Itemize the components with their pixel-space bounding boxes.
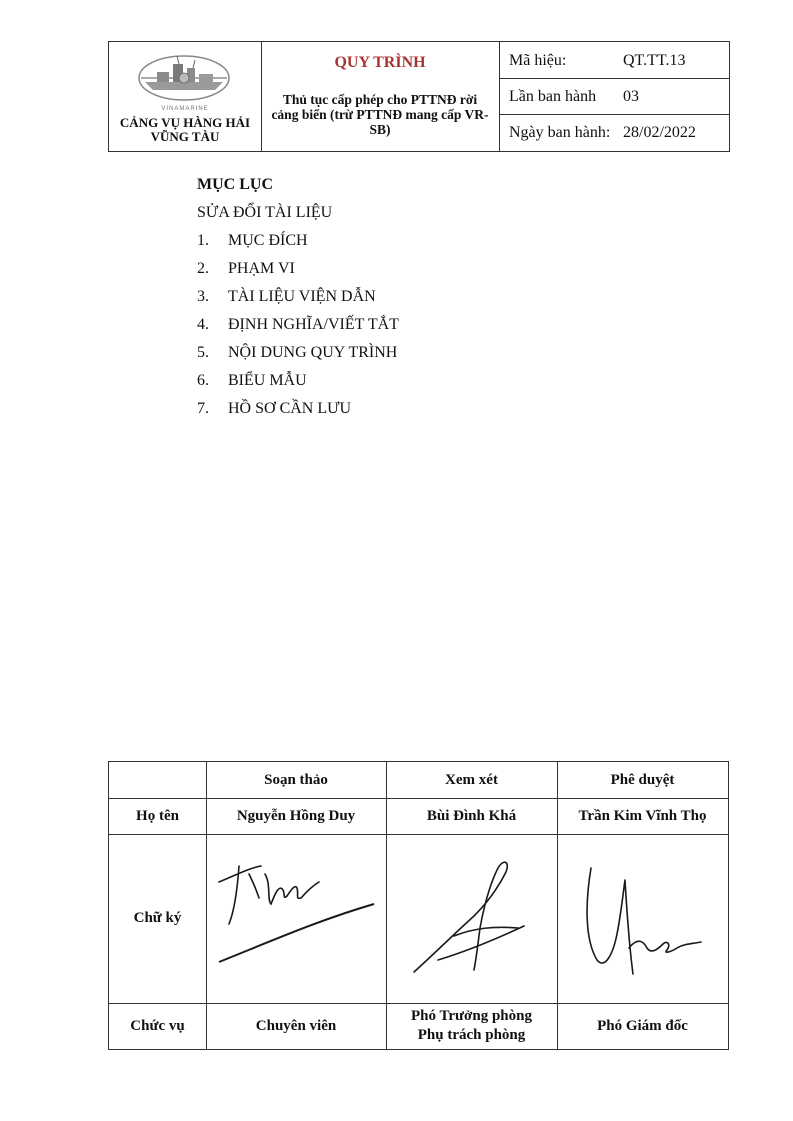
- toc-label: TÀI LIỆU VIỆN DẪN: [228, 288, 376, 305]
- meta-label: Lần ban hành: [509, 88, 597, 105]
- title-cell: [261, 42, 499, 151]
- toc-number: 1.: [197, 232, 209, 249]
- reviewer-signature: [394, 844, 554, 994]
- meta-row-code: [499, 42, 729, 78]
- document-type: QUY TRÌNH: [334, 54, 426, 71]
- drafter-name: Nguyễn Hồng Duy: [236, 807, 356, 824]
- toc-item[interactable]: [197, 344, 397, 362]
- meta-label: Mã hiệu:: [509, 52, 567, 69]
- toc-title: MỤC LỤC: [197, 176, 273, 193]
- approver-position: Phó Giám đốc: [597, 1017, 688, 1034]
- column-header-drafted: Soạn thảo: [264, 771, 328, 788]
- reviewer-position: Phó Trưởng phòng Phụ trách phòng: [411, 1008, 532, 1043]
- document-header: [108, 41, 730, 152]
- toc-number: 4.: [197, 316, 209, 333]
- meta-value: 03: [623, 88, 639, 105]
- logo-caption: VINAMARINE: [161, 106, 209, 112]
- row-label-position: Chức vụ: [130, 1017, 185, 1034]
- document-title: Thủ tục cấp phép cho PTTNĐ rời cảng biển (trừ PTTNĐ mang cấp VR-SB): [271, 92, 489, 137]
- meta-label: Ngày ban hành:: [509, 124, 611, 141]
- vinamarine-logo-icon: [135, 52, 233, 104]
- toc-item[interactable]: [197, 260, 295, 278]
- toc-label: BIỂU MẪU: [228, 372, 307, 389]
- approver-name: Trần Kim Vĩnh Thọ: [578, 807, 707, 824]
- toc-item[interactable]: [197, 232, 308, 250]
- reviewer-name: Bùi Đình Khá: [426, 807, 517, 824]
- toc-number: 5.: [197, 344, 209, 361]
- toc-number: 7.: [197, 400, 209, 417]
- toc-number: 3.: [197, 288, 209, 305]
- toc-label: NỘI DUNG QUY TRÌNH: [228, 344, 398, 361]
- meta-value: QT.TT.13: [623, 52, 686, 69]
- meta-value: 28/02/2022: [623, 124, 696, 141]
- toc-item[interactable]: [197, 372, 307, 390]
- meta-row-date: [499, 114, 729, 150]
- column-header-approved: Phê duyệt: [610, 771, 675, 788]
- toc-label: ĐỊNH NGHĨA/VIẾT TẮT: [228, 316, 399, 333]
- logo-cell: [109, 42, 261, 151]
- toc-number: 6.: [197, 372, 209, 389]
- approver-signature: [567, 844, 722, 994]
- meta-row-edition: [499, 78, 729, 114]
- toc-label: PHẠM VI: [228, 260, 295, 277]
- approval-table: [108, 761, 729, 1050]
- organization-name: CẢNG VỤ HÀNG HẢI VŨNG TÀU: [119, 115, 251, 144]
- row-label-name: Họ tên: [136, 807, 179, 824]
- toc-item[interactable]: [197, 400, 351, 418]
- drafter-position: Chuyên viên: [255, 1017, 337, 1034]
- column-header-reviewed: Xem xét: [445, 771, 498, 788]
- drafter-signature: [209, 844, 384, 994]
- toc-item[interactable]: [197, 316, 399, 334]
- toc-item[interactable]: [197, 288, 376, 306]
- toc-number: 2.: [197, 260, 209, 277]
- toc-label: HỒ SƠ CẦN LƯU: [228, 400, 352, 417]
- toc-item-revisions[interactable]: SỬA ĐỔI TÀI LIỆU: [197, 204, 333, 221]
- row-label-signature: Chữ ký: [133, 910, 182, 926]
- toc-label: MỤC ĐÍCH: [228, 232, 308, 249]
